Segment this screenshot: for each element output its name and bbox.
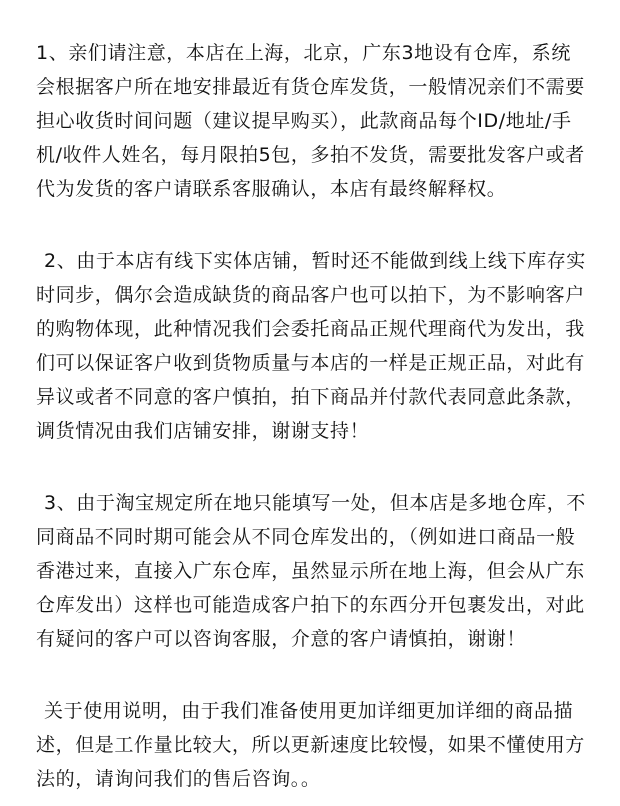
notice-paragraph-2	[36, 244, 588, 448]
notice-paragraph-1	[36, 36, 588, 206]
notice-paragraph-2-text: 2、由于本店有线下实体店铺，暂时还不能做到线上线下库存实时同步，偶尔会造成缺货的商品客户也可以拍下，为不影响客户的购物体现，此种情况我们会委托商品正规代理商代为发出，我们可以保证客户收到货物质量与本店的一样是正规正品，对此有异议或者不同意的客户慎拍，拍下商品并付款代表同意此条款，调货情况由我们店铺安排，谢谢支持！	[36, 250, 586, 442]
notice-paragraph-1-text: 1、亲们请注意，本店在上海，北京，广东3地设有仓库，系统会根据客户所在地安排最近有货仓库发货，一般情况亲们不需要担心收货时间问题（建议提早购买），此款商品每个ID/地址/手机/收件人姓名，每月限拍5包，多拍不发货，需要批发客户或者代为发货的客户请联系客服确认，本店有最终解释权。	[36, 42, 585, 200]
store-notice	[36, 36, 588, 796]
notice-paragraph-3-text: 3、由于淘宝规定所在地只能填写一处，但本店是多地仓库，不同商品不同时期可能会从不同仓库发出的，（例如进口商品一般香港过来，直接入广东仓库，虽然显示所在地上海，但会从广东仓库发出）这样也可能造成客户拍下的东西分开包裹发出，对此有疑问的客户可以咨询客服，介意的客户请慎拍，谢谢！	[36, 492, 586, 650]
notice-paragraph-3	[36, 486, 588, 656]
notice-paragraph-usage-text: 关于使用说明，由于我们准备使用更加详细更加详细的商品描述，但是工作量比较大，所以更新速度比较慢，如果不懂使用方法的，请询问我们的售后咨询。。	[36, 700, 585, 790]
notice-paragraph-usage	[36, 694, 588, 796]
